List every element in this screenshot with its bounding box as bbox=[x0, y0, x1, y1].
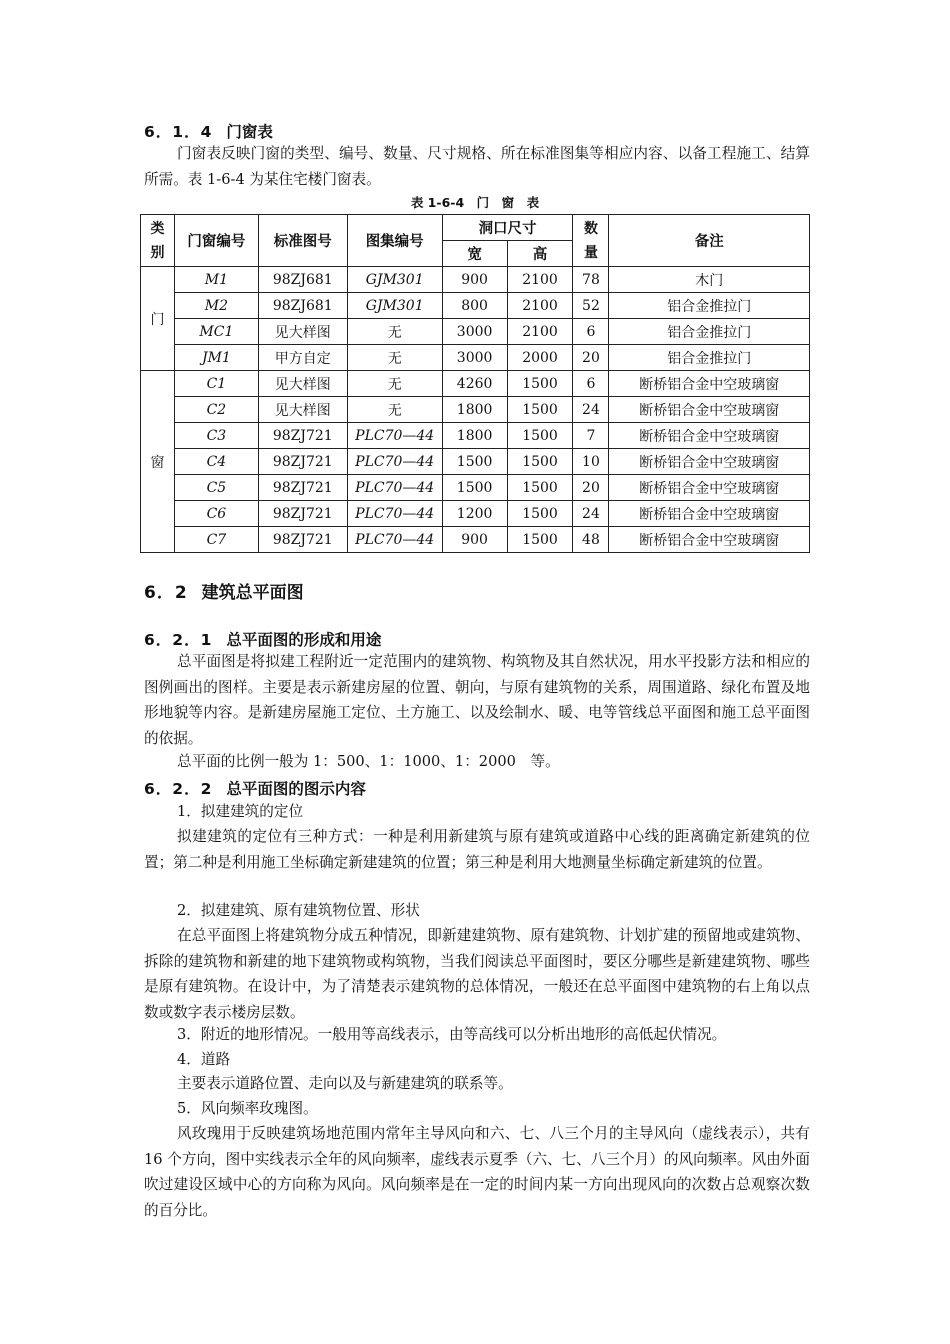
cell-std: 98ZJ721 bbox=[258, 501, 347, 527]
list-item-4: 4．道路 bbox=[177, 1051, 231, 1068]
list-item-2-text: 在总平面图上将建筑物分成五种情况，即新建建筑物、原有建筑物、计划扩建的预留地或建筑物、拆除的建筑物和新建的地下建筑物或构筑物，当我们阅读总平面图时，要区分哪些是新建建筑物、哪些是原有建筑物。在设计中，为了清楚表示建筑物的总体情况，一般还在总平面图中建筑物的右上角以点数或数字表示楼房层数。 bbox=[144, 927, 810, 1021]
cell-qty: 7 bbox=[573, 423, 609, 449]
header-atlas: 图集编号 bbox=[347, 215, 442, 267]
cell-qty: 20 bbox=[573, 475, 609, 501]
cell-code: JM1 bbox=[174, 345, 258, 371]
header-width: 宽 bbox=[442, 241, 507, 267]
header-opening: 洞口尺寸 bbox=[442, 215, 573, 241]
cell-atlas: GJM301 bbox=[347, 293, 442, 319]
table-row bbox=[141, 449, 810, 475]
list-item-5: 5．风向频率玫瑰图。 bbox=[177, 1100, 318, 1117]
cell-width: 4260 bbox=[442, 371, 507, 397]
section-title: 总平面图的形成和用途 bbox=[226, 631, 382, 649]
cell-note: 铝合金推拉门 bbox=[609, 293, 810, 319]
list-item-4-text: 主要表示道路位置、走向以及与新建建筑的联系等。 bbox=[177, 1075, 513, 1092]
table-row bbox=[141, 345, 810, 371]
cell-note: 铝合金推拉门 bbox=[609, 319, 810, 345]
cell-height: 1500 bbox=[507, 475, 573, 501]
cell-std: 98ZJ721 bbox=[258, 527, 347, 553]
table-row bbox=[141, 371, 810, 397]
cell-qty: 6 bbox=[573, 371, 609, 397]
cell-atlas: PLC70—44 bbox=[347, 423, 442, 449]
list-item-1-text: 拟建建筑的定位有三种方式：一种是利用新建筑与原有建筑或道路中心线的距离确定新建筑的位置；第二种是利用施工坐标确定新建建筑的位置；第三种是利用大地测量坐标确定新建筑的位置。 bbox=[144, 828, 810, 871]
cell-note: 断桥铝合金中空玻璃窗 bbox=[609, 501, 810, 527]
cell-std: 甲方自定 bbox=[258, 345, 347, 371]
header-qty-text: 数量 bbox=[583, 220, 598, 261]
cell-height: 1500 bbox=[507, 527, 573, 553]
table-caption: 表 1-6-4 门 窗 表 bbox=[410, 195, 540, 210]
cell-width: 900 bbox=[442, 527, 507, 553]
paragraph-scale: 总平面的比例一般为 1：500、1：1000、1：2000 等。 bbox=[177, 753, 560, 770]
cell-code: C3 bbox=[174, 423, 258, 449]
cell-std: 98ZJ721 bbox=[258, 423, 347, 449]
cell-height: 2100 bbox=[507, 267, 573, 293]
table-row bbox=[141, 501, 810, 527]
cell-atlas: 无 bbox=[347, 319, 442, 345]
cell-atlas: GJM301 bbox=[347, 267, 442, 293]
section-title: 门窗表 bbox=[226, 123, 273, 141]
cell-std: 98ZJ721 bbox=[258, 475, 347, 501]
cell-qty: 48 bbox=[573, 527, 609, 553]
table-row bbox=[141, 527, 810, 553]
cell-height: 2000 bbox=[507, 345, 573, 371]
cell-code: C1 bbox=[174, 371, 258, 397]
cell-note: 断桥铝合金中空玻璃窗 bbox=[609, 371, 810, 397]
table-row bbox=[141, 397, 810, 423]
header-code: 门窗编号 bbox=[174, 215, 258, 267]
cell-note: 断桥铝合金中空玻璃窗 bbox=[609, 449, 810, 475]
cell-height: 1500 bbox=[507, 397, 573, 423]
cell-note: 断桥铝合金中空玻璃窗 bbox=[609, 397, 810, 423]
section-title: 总平面图的图示内容 bbox=[226, 780, 366, 798]
paragraph-site-plan-definition: 总平面图是将拟建工程附近一定范围内的建筑物、构筑物及其自然状况，用水平投影方法和相应的图例画出的图样。主要是表示新建房屋的位置、朝向，与原有建筑物的关系，周围道路、绿化布置及地形地貌等内容。是新建房屋施工定位、土方施工、以及绘制水、暖、电等管线总平面图和施工总平面图的依据。 bbox=[144, 653, 810, 747]
cell-width: 1800 bbox=[442, 397, 507, 423]
table-row bbox=[141, 423, 810, 449]
list-item-3: 3．附近的地形情况。一般用等高线表示，由等高线可以分析出地形的高低起伏情况。 bbox=[177, 1026, 727, 1043]
cell-code: C5 bbox=[174, 475, 258, 501]
section-heading-6-2-2 bbox=[144, 777, 366, 799]
section-number: 6．1．4 bbox=[144, 123, 213, 141]
header-height: 高 bbox=[507, 241, 573, 267]
header-qty bbox=[573, 215, 609, 267]
cell-qty: 10 bbox=[573, 449, 609, 475]
cell-qty: 20 bbox=[573, 345, 609, 371]
cell-qty: 24 bbox=[573, 501, 609, 527]
cell-height: 1500 bbox=[507, 449, 573, 475]
cell-code: M2 bbox=[174, 293, 258, 319]
cell-qty: 6 bbox=[573, 319, 609, 345]
cell-note: 断桥铝合金中空玻璃窗 bbox=[609, 423, 810, 449]
cell-atlas: 无 bbox=[347, 371, 442, 397]
cell-std: 见大样图 bbox=[258, 397, 347, 423]
cell-atlas: PLC70—44 bbox=[347, 501, 442, 527]
cell-note: 断桥铝合金中空玻璃窗 bbox=[609, 475, 810, 501]
section-title: 建筑总平面图 bbox=[201, 583, 304, 603]
table-row bbox=[141, 267, 810, 293]
cell-width: 1500 bbox=[442, 475, 507, 501]
section-number: 6．2．2 bbox=[144, 780, 213, 798]
header-note: 备注 bbox=[609, 215, 810, 267]
header-category-text: 类别 bbox=[150, 220, 165, 261]
cell-code: C6 bbox=[174, 501, 258, 527]
cell-std: 见大样图 bbox=[258, 319, 347, 345]
cell-qty: 52 bbox=[573, 293, 609, 319]
cell-width: 3000 bbox=[442, 345, 507, 371]
cell-code: C2 bbox=[174, 397, 258, 423]
cell-code: M1 bbox=[174, 267, 258, 293]
section-number: 6．2．1 bbox=[144, 631, 213, 649]
cell-width: 3000 bbox=[442, 319, 507, 345]
cell-height: 1500 bbox=[507, 423, 573, 449]
table-row bbox=[141, 475, 810, 501]
cell-qty: 78 bbox=[573, 267, 609, 293]
cell-height: 2100 bbox=[507, 293, 573, 319]
cell-std: 98ZJ681 bbox=[258, 293, 347, 319]
cell-height: 1500 bbox=[507, 371, 573, 397]
list-item-5-text: 风玫瑰用于反映建筑场地范围内常年主导风向和六、七、八三个月的主导风向（虚线表示），共有 16 个方向，图中实线表示全年的风向频率，虚线表示夏季（六、七、八三个月）的风向频率。风由外面吹过建设区域中心的方向称为风向。风向频率是在一定的时间内某一方向出现风向的次数占总观察次数的百分比。 bbox=[144, 1125, 810, 1219]
list-item-2: 2．拟建建筑、原有建筑物位置、形状 bbox=[177, 902, 420, 919]
cell-note: 断桥铝合金中空玻璃窗 bbox=[609, 527, 810, 553]
intro-paragraph: 门窗表反映门窗的类型、编号、数量、尺寸规格、所在标准图集等相应内容、以备工程施工、结算所需。表 1-6-4 为某住宅楼门窗表。 bbox=[144, 145, 810, 188]
cell-width: 900 bbox=[442, 267, 507, 293]
cell-std: 98ZJ681 bbox=[258, 267, 347, 293]
section-heading-6-2-1 bbox=[144, 628, 381, 650]
cell-height: 1500 bbox=[507, 501, 573, 527]
cell-height: 2100 bbox=[507, 319, 573, 345]
cell-qty: 24 bbox=[573, 397, 609, 423]
cell-atlas: 无 bbox=[347, 397, 442, 423]
cell-atlas: PLC70—44 bbox=[347, 475, 442, 501]
cell-std: 98ZJ721 bbox=[258, 449, 347, 475]
cell-note: 铝合金推拉门 bbox=[609, 345, 810, 371]
cell-code: C4 bbox=[174, 449, 258, 475]
cell-width: 1500 bbox=[442, 449, 507, 475]
cell-note: 木门 bbox=[609, 267, 810, 293]
list-item-1: 1．拟建建筑的定位 bbox=[177, 803, 304, 820]
cell-width: 800 bbox=[442, 293, 507, 319]
category-door: 门 bbox=[141, 267, 175, 371]
cell-width: 1200 bbox=[442, 501, 507, 527]
cell-atlas: PLC70—44 bbox=[347, 449, 442, 475]
section-heading-6-1-4 bbox=[144, 120, 273, 142]
table-row bbox=[141, 293, 810, 319]
cell-std: 见大样图 bbox=[258, 371, 347, 397]
header-category bbox=[141, 215, 175, 267]
cell-atlas: PLC70—44 bbox=[347, 527, 442, 553]
category-window: 窗 bbox=[141, 371, 175, 553]
cell-code: MC1 bbox=[174, 319, 258, 345]
door-window-table bbox=[140, 214, 810, 553]
section-number: 6．2 bbox=[144, 583, 188, 603]
cell-code: C7 bbox=[174, 527, 258, 553]
header-std: 标准图号 bbox=[258, 215, 347, 267]
table-row bbox=[141, 319, 810, 345]
section-heading-6-2 bbox=[144, 578, 304, 603]
cell-width: 1800 bbox=[442, 423, 507, 449]
cell-atlas: 无 bbox=[347, 345, 442, 371]
